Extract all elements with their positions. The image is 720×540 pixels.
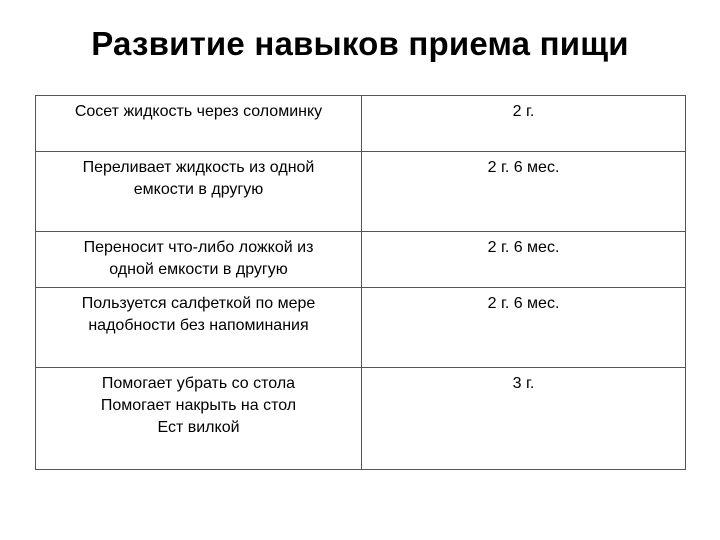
skill-text: Помогает накрыть на стол: [100, 397, 297, 414]
age-cell: [362, 152, 686, 232]
skill-text: надобности без напоминания: [88, 317, 309, 334]
skill-text: емкости в другую: [133, 181, 264, 198]
age-cell: [362, 368, 686, 470]
skills-table: [35, 95, 686, 470]
table-row: [36, 232, 686, 288]
age-text: 2 г. 6 мес.: [487, 239, 560, 256]
skill-cell: [36, 288, 362, 368]
skill-cell: [36, 96, 362, 152]
table-row: [36, 368, 686, 470]
skill-cell: [36, 232, 362, 288]
age-text: 2 г. 6 мес.: [487, 159, 560, 176]
table-row: [36, 96, 686, 152]
slide-title: Развитие навыков приема пищи: [91, 25, 629, 62]
skill-text: Сосет жидкость через соломинку: [74, 103, 323, 120]
skill-cell: [36, 368, 362, 470]
skill-text: Помогает убрать со стола: [101, 375, 296, 392]
age-cell: [362, 96, 686, 152]
skill-text: Пользуется салфеткой по мере: [81, 295, 316, 312]
age-text: 2 г.: [512, 103, 535, 120]
skill-cell: [36, 152, 362, 232]
skill-text: Переливает жидкость из одной: [82, 159, 315, 176]
table-row: [36, 288, 686, 368]
age-text: 3 г.: [512, 375, 535, 392]
age-text: 2 г. 6 мес.: [487, 295, 560, 312]
table-row: [36, 152, 686, 232]
skill-text: Ест вилкой: [157, 419, 240, 436]
skill-text: Переносит что-либо ложкой из: [83, 239, 314, 256]
age-cell: [362, 232, 686, 288]
age-cell: [362, 288, 686, 368]
skill-text: одной емкости в другую: [109, 261, 288, 278]
